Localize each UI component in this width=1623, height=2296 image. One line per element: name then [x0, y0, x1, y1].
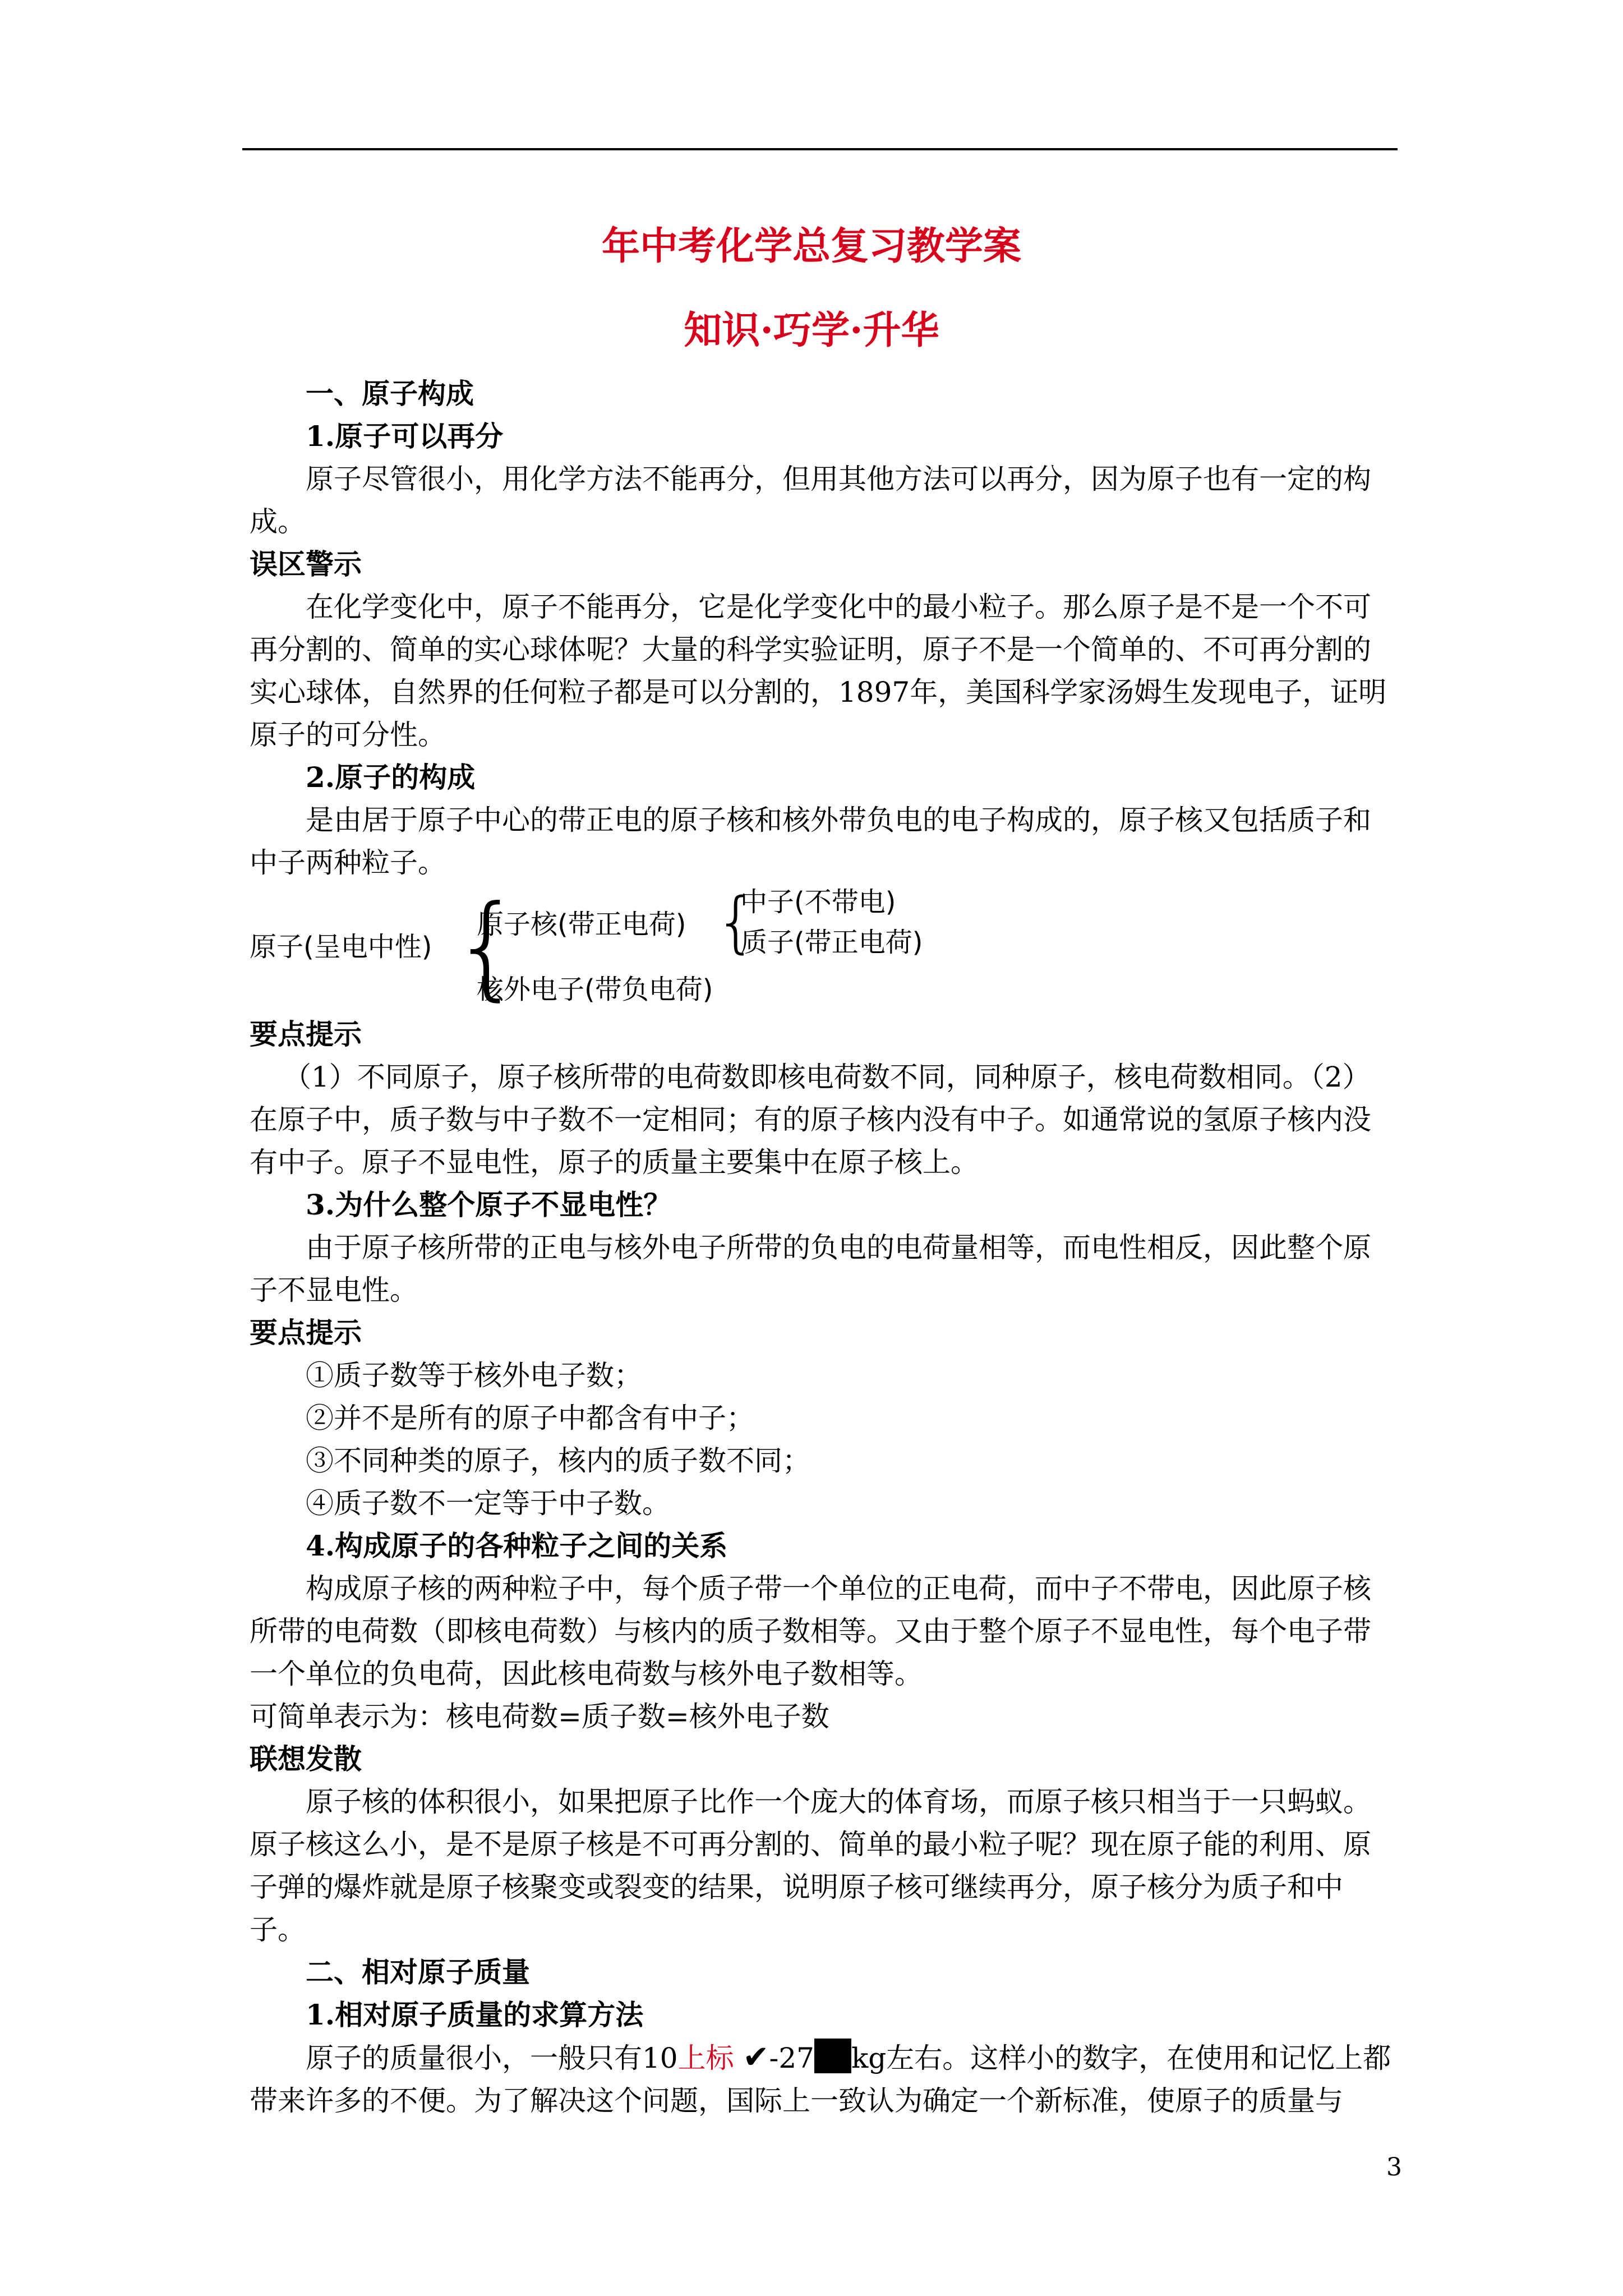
atom-structure-diagram: [250, 881, 1394, 1013]
subsection-heading: 1.原子可以再分: [306, 420, 504, 453]
list-item: ①质子数等于核外电子数；: [306, 1359, 642, 1392]
exponent-text: -27: [769, 2042, 814, 2074]
list-item: ②并不是所有的原子中都含有中子；: [306, 1402, 754, 1434]
subsection-heading: 3.为什么整个原子不显电性？: [306, 1188, 672, 1221]
section-heading: 一、原子构成: [306, 377, 474, 410]
paragraph: （1）不同原子，原子核所带的电荷数即核电荷数不同，同种原子，核电荷数相同。（2）在原子中，质子数与中子数不一定相同；有的原子核内没有中子。如通常说的氢原子核内没有中子。原子不显电性，原子的质量主要集中在原子核上。: [250, 1061, 1371, 1179]
paragraph-text: 原子的质量很小，一般只有10: [306, 2042, 678, 2074]
callout-heading: 要点提示: [250, 1018, 362, 1051]
diagram-atom-label: 原子(呈电中性): [250, 931, 432, 963]
paragraph: 由于原子核所带的正电与核外电子所带的负电的电荷量相等，而电性相反，因此整个原子不显电性。: [250, 1231, 1371, 1306]
redaction-box: [814, 2039, 851, 2073]
paragraph: 是由居于原子中心的带正电的原子核和核外带负电的电子构成的，原子核又包括质子和中子两种粒子。: [250, 804, 1371, 879]
paragraph: [250, 2036, 1394, 2122]
left-brace-icon: {: [451, 881, 523, 1012]
list-item: ④质子数不一定等于中子数。: [306, 1487, 670, 1520]
section-heading: 二、相对原子质量: [306, 1955, 530, 1989]
callout-heading: 误区警示: [250, 547, 362, 581]
superscript-marker: 上标: [677, 2042, 734, 2074]
list-item: ③不同种类的原子，核内的质子数不同；: [306, 1444, 810, 1477]
paragraph: 原子核的体积很小，如果把原子比作一个庞大的体育场，而原子核只相当于一只蚂蚁。原子核这么小，是不是原子核是不可再分割的、简单的最小粒子呢？现在原子能的利用、原子弹的爆炸就是原子核聚变或裂变的结果，说明原子核可继续再分，原子核分为质子和中子。: [250, 1786, 1371, 1946]
document-title: 年中考化学总复习教学案: [601, 224, 1021, 269]
callout-heading: 联想发散: [250, 1742, 362, 1775]
paragraph-text: kg左右。这样小的数字，在使用和记忆上都带来许多的不便。为了解决这个问题，国际上一致认为确定一个新标准，使原子的质量与: [250, 2042, 1391, 2117]
document-subtitle: 知识·巧学·升华: [684, 308, 939, 353]
document-body: [250, 372, 1394, 2122]
checkmark-icon: ✔: [743, 2039, 769, 2076]
header-rule: [242, 148, 1398, 150]
subsection-heading: 4.构成原子的各种粒子之间的关系: [306, 1529, 728, 1562]
diagram-neutron-label: 中子(不带电): [740, 886, 896, 918]
subsection-heading: 1.相对原子质量的求算方法: [306, 1998, 644, 2031]
paragraph: 在化学变化中，原子不能再分，它是化学变化中的最小粒子。那么原子是不是一个不可再分割的、简单的实心球体呢？大量的科学实验证明，原子不是一个简单的、不可再分割的实心球体，自然界的任何粒子都是可以分割的，1897年，美国科学家汤姆生发现电子，证明原子的可分性。: [250, 591, 1387, 751]
left-brace-icon: {: [715, 883, 758, 960]
diagram-proton-label: 质子(带正电荷): [740, 927, 923, 958]
page-number: 3: [1386, 2153, 1402, 2182]
diagram-nucleus-label: 原子核(带正电荷): [477, 909, 686, 940]
paragraph: 原子尽管很小，用化学方法不能再分，但用其他方法可以再分，因为原子也有一定的构成。: [250, 463, 1371, 538]
subsection-heading: 2.原子的构成: [306, 761, 476, 794]
formula-line: 可简单表示为：核电荷数=质子数=核外电子数: [250, 1700, 829, 1733]
diagram-electron-label: 核外电子(带负电荷): [477, 974, 713, 1005]
paragraph: 构成原子核的两种粒子中，每个质子带一个单位的正电荷，而中子不带电，因此原子核所带的电荷数（即核电荷数）与核内的质子数相等。又由于整个原子不显电性，每个电子带一个单位的负电荷，因此核电荷数与核外电子数相等。: [250, 1572, 1371, 1690]
callout-heading: 要点提示: [250, 1316, 362, 1349]
